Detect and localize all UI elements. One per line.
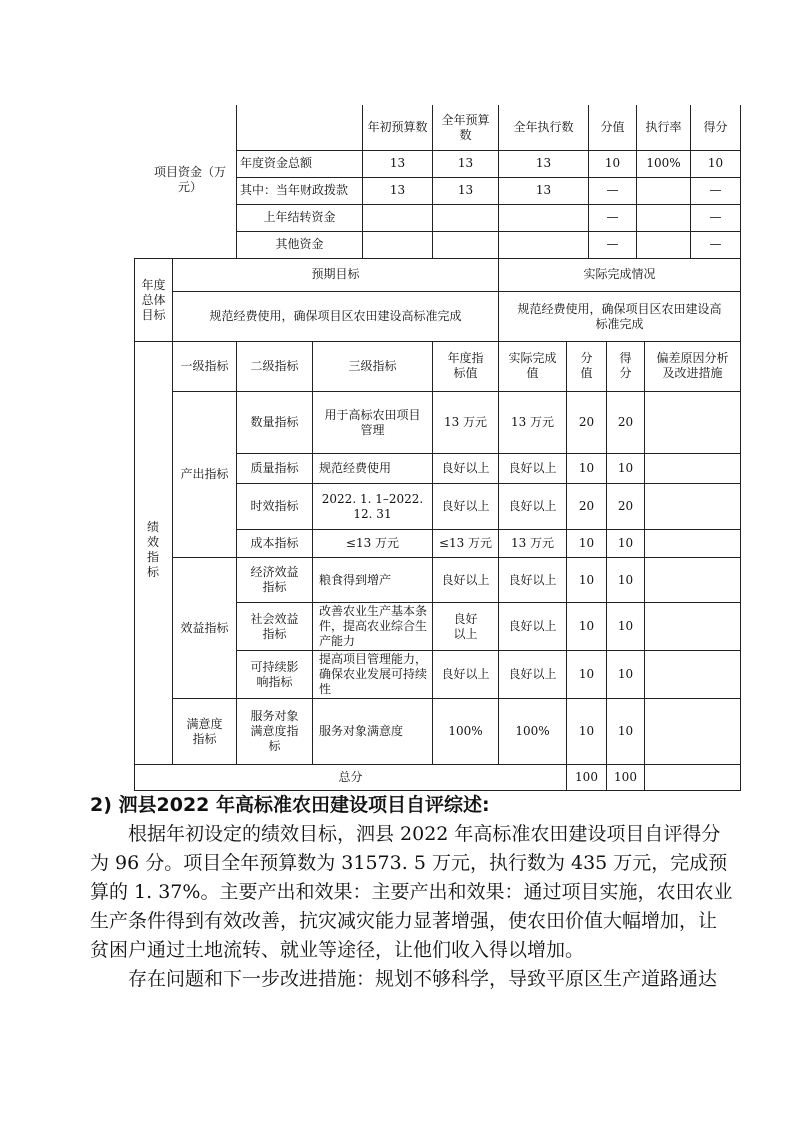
indicator-level2: 服务对象满意度指标 <box>250 709 299 753</box>
funds-cell <box>499 204 588 231</box>
funds-cell: 10 <box>707 156 724 170</box>
funds-row-label: 其中：当年财政拨款 <box>240 183 349 197</box>
indicators-group-label: 绩效指标 <box>146 520 159 579</box>
funds-cell: — <box>606 210 619 224</box>
header-actual: 实际完成值 <box>508 351 557 380</box>
funds-cell: 10 <box>604 156 621 170</box>
indicator-score: 10 <box>617 667 634 681</box>
annual-goal-label: 年度总体目标 <box>141 277 166 322</box>
indicator-value: 20 <box>578 415 595 429</box>
header-level2: 二级指标 <box>250 358 299 373</box>
indicator-target: 良好以上 <box>441 667 490 681</box>
indicator-score: 10 <box>617 572 634 587</box>
funds-cell: 13 <box>389 156 406 170</box>
funds-cell: 100% <box>646 156 681 170</box>
funds-cell: 13 <box>535 183 552 197</box>
indicator-level3: 改善农业生产基本条件，提高农业综合生产能力 <box>319 604 428 648</box>
indicator-level3: 用于高标农田项目管理 <box>324 407 421 437</box>
funds-cell <box>637 177 690 204</box>
indicator-actual: 13 万元 <box>510 536 555 550</box>
expected-goal-header: 预期目标 <box>311 267 360 281</box>
indicator-value: 10 <box>578 619 595 633</box>
funds-cell: 13 <box>457 183 474 197</box>
header-annual-exec: 全年执行数 <box>513 120 574 134</box>
header-exec-rate: 执行率 <box>645 120 682 134</box>
indicator-level2: 质量指标 <box>250 461 299 475</box>
expected-goal-text: 规范经费使用，确保项目区农田建设高标准完成 <box>209 309 462 323</box>
header-target: 年度指标值 <box>447 351 484 380</box>
indicator-target: 13 万元 <box>443 415 488 429</box>
indicator-target: 良好以上 <box>453 611 478 641</box>
funds-cell <box>637 204 690 231</box>
indicator-actual: 良好以上 <box>508 499 557 513</box>
funds-cell: — <box>709 210 722 224</box>
indicator-value: 10 <box>578 724 595 738</box>
indicator-target: 良好以上 <box>441 499 490 513</box>
header-value: 分值 <box>580 351 593 380</box>
indicator-value: 10 <box>578 667 595 681</box>
indicator-level3: 规范经费使用 <box>319 461 392 475</box>
indicator-level2: 成本指标 <box>250 536 299 550</box>
indicator-target: ≤13 万元 <box>438 536 493 550</box>
indicator-score: 10 <box>617 724 634 738</box>
level1-benefit: 效益指标 <box>180 620 229 635</box>
indicator-score: 10 <box>617 461 634 475</box>
header-score-value: 分值 <box>600 120 625 134</box>
section-heading: 2) 泗县2022 年高标准农田建设项目自评综述: <box>90 794 490 816</box>
indicator-score: 20 <box>617 415 634 429</box>
total-score: 100 <box>614 770 637 784</box>
indicator-value: 20 <box>578 499 595 513</box>
header-analysis: 偏差原因分析及改进措施 <box>656 351 729 380</box>
level1-satisfaction: 满意度指标 <box>186 716 223 746</box>
indicator-value: 10 <box>578 572 595 587</box>
funds-cell: 13 <box>389 183 406 197</box>
header-initial-budget: 年初预算数 <box>367 120 428 134</box>
indicator-actual: 良好以上 <box>508 572 557 587</box>
indicator-level3: 2022. 1. 1–2022. 12. 31 <box>321 491 424 521</box>
funds-row-label: 其他资金 <box>275 237 324 251</box>
header-annual-budget: 全年预算数 <box>441 112 490 142</box>
issues-paragraph <box>90 965 790 994</box>
indicator-score: 20 <box>617 499 634 513</box>
indicator-score: 10 <box>617 536 634 550</box>
paragraph-line: 生产条件得到有效改善，抗灾减灾能力显著增强，使农田价值大幅增加，让 <box>90 910 718 932</box>
indicator-value: 10 <box>578 536 595 550</box>
indicator-actual: 良好以上 <box>508 619 557 633</box>
funds-cell: — <box>709 183 722 197</box>
funds-cell <box>637 231 690 258</box>
indicator-actual: 13 万元 <box>510 415 555 429</box>
funds-cell <box>433 231 498 258</box>
indicator-target: 良好以上 <box>441 461 490 475</box>
indicator-level3: 粮食得到增产 <box>319 572 392 587</box>
actual-goal-text: 规范经费使用，确保项目区农田建设高标准完成 <box>517 301 722 331</box>
funds-cell <box>433 204 498 231</box>
actual-goal-header: 实际完成情况 <box>583 267 656 281</box>
funds-cell: — <box>606 237 619 251</box>
funds-row-label: 上年结转资金 <box>263 210 336 224</box>
summary-paragraph <box>90 820 790 965</box>
paragraph-line: 贫困户通过土地流转、就业等途径，让他们收入得以增加。 <box>90 939 585 961</box>
funds-cell <box>363 204 432 231</box>
header-level3: 三级指标 <box>348 358 397 373</box>
funds-cell <box>363 231 432 258</box>
funds-cell: 13 <box>535 156 552 170</box>
paragraph-line: 根据年初设定的绩效目标，泗县 2022 年高标准农田建设项目自评得分 <box>128 823 721 845</box>
indicator-score: 10 <box>617 619 634 633</box>
funds-cell: 13 <box>457 156 474 170</box>
indicator-actual: 良好以上 <box>508 461 557 475</box>
total-label: 总分 <box>338 770 363 784</box>
indicator-level2: 经济效益指标 <box>250 565 299 594</box>
indicator-value: 10 <box>578 461 595 475</box>
indicator-level2: 可持续影响指标 <box>250 659 299 689</box>
paragraph-line: 算的 1. 37%。主要产出和效果：主要产出和效果：通过项目实施，农田农业 <box>90 881 733 903</box>
indicator-level3: 服务对象满意度 <box>319 724 404 738</box>
funds-row-group-label: 项目资金（万元） <box>153 165 226 194</box>
funds-cell: — <box>606 183 619 197</box>
indicator-level2: 时效指标 <box>250 499 299 513</box>
indicator-level2: 数量指标 <box>250 415 299 429</box>
funds-row-label: 年度资金总额 <box>240 156 313 170</box>
indicator-target: 100% <box>448 724 483 738</box>
level1-output: 产出指标 <box>180 467 229 481</box>
indicator-level3: 提高项目管理能力，确保农业发展可持续性 <box>319 652 428 696</box>
funds-cell <box>499 231 588 258</box>
header-level1: 一级指标 <box>180 358 229 373</box>
paragraph-line: 存在问题和下一步改进措施：规划不够科学，导致平原区生产道路通达 <box>128 968 718 990</box>
funds-cell: — <box>709 237 722 251</box>
indicator-level3: ≤13 万元 <box>345 536 400 550</box>
indicator-actual: 良好以上 <box>508 667 557 681</box>
header-score: 得分 <box>619 351 632 380</box>
indicator-target: 良好以上 <box>441 572 490 587</box>
indicator-actual: 100% <box>515 724 550 738</box>
paragraph-line: 为 96 分。项目全年预算数为 31573. 5 万元，执行数为 435 万元，完成预 <box>90 852 728 874</box>
header-score: 得分 <box>703 120 728 134</box>
indicator-level2: 社会效益指标 <box>250 611 299 641</box>
total-value: 100 <box>575 770 598 784</box>
